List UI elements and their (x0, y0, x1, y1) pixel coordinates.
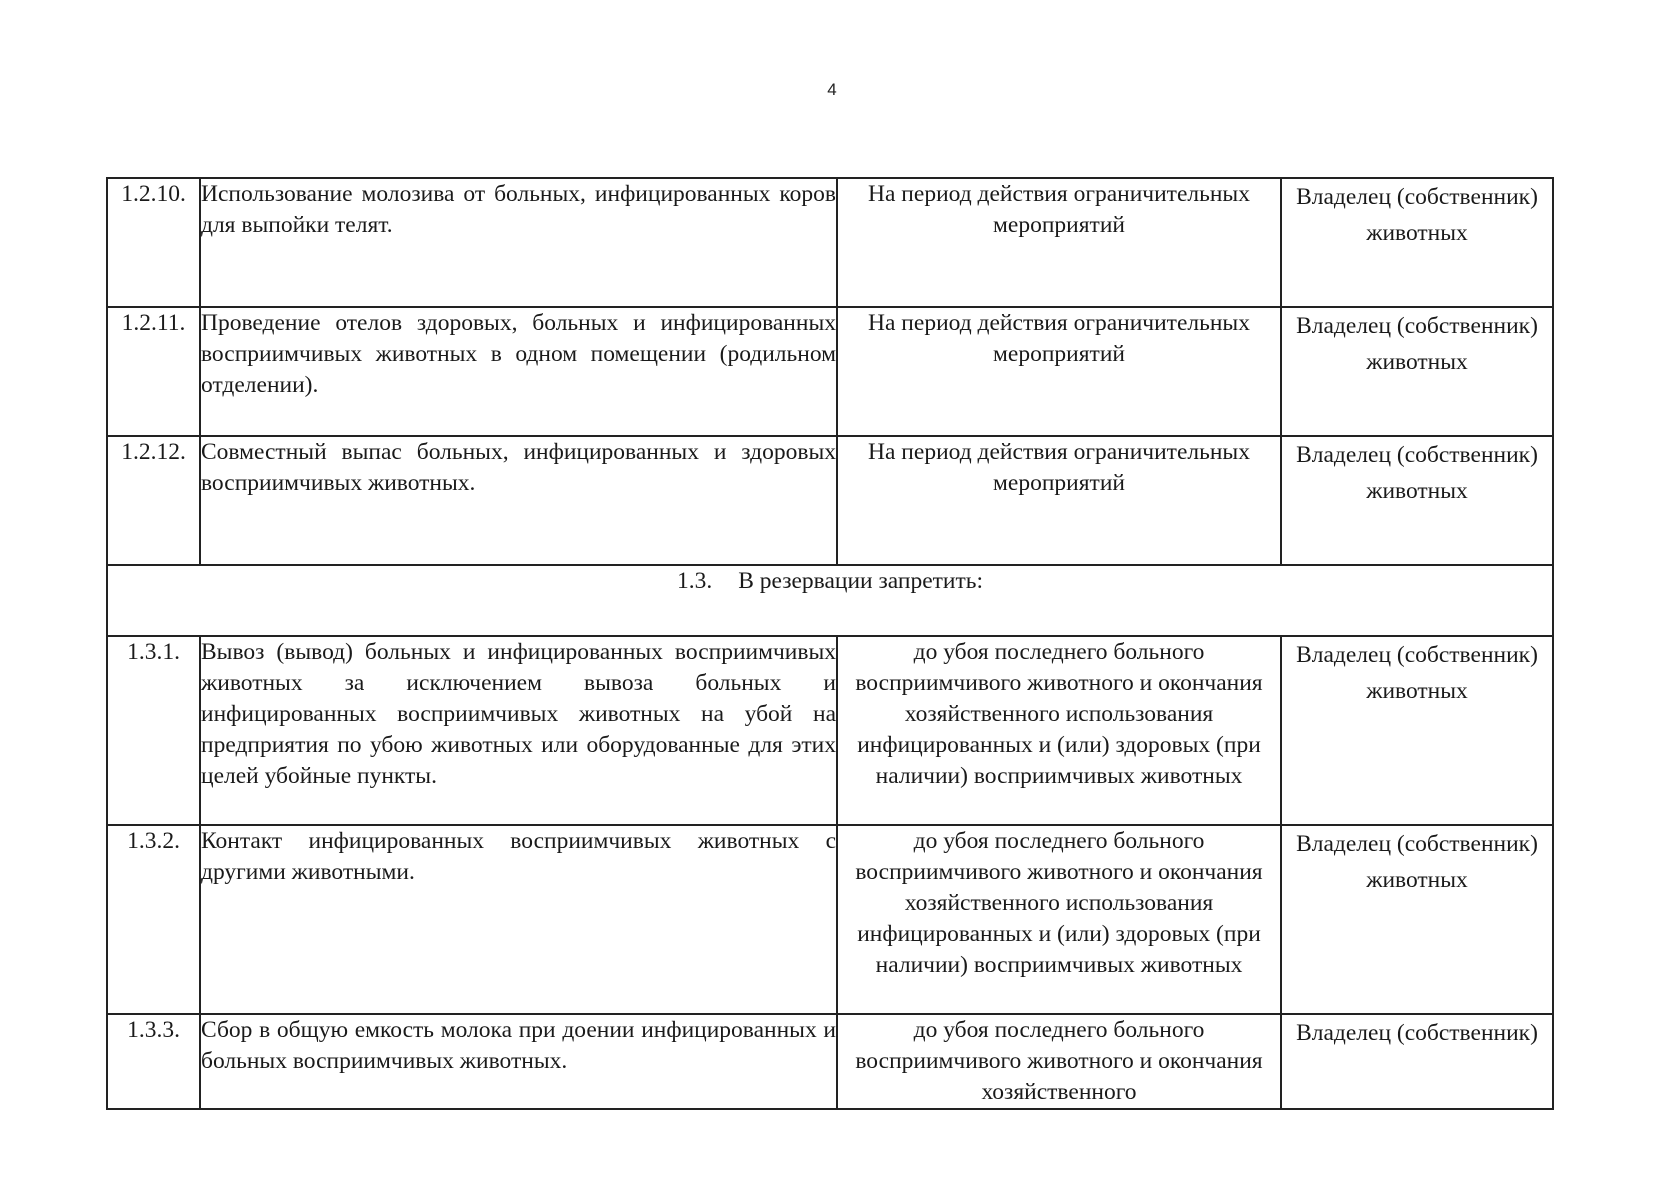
measures-table (106, 177, 1554, 1110)
row-number: 1.2.11. (107, 307, 200, 436)
table-row (107, 436, 1553, 565)
row-responsible: Владелец (собственник) животных (1281, 636, 1553, 825)
row-responsible: Владелец (собственник) животных (1281, 436, 1553, 565)
row-responsible: Владелец (собственник) (1281, 1014, 1553, 1109)
row-period: На период действия ограничительных мероприятий (837, 307, 1281, 436)
row-description: Вывоз (вывод) больных и инфицированных восприимчивых животных за исключением вывоза больных и инфицированных восприимчивых животных на убой на предприятия по убою животных или оборудованные для этих целей убойные пункты. (200, 636, 837, 825)
page-number: 4 (827, 80, 837, 99)
section-title: В резервации запретить: (738, 568, 984, 594)
row-number: 1.2.12. (107, 436, 200, 565)
row-responsible: Владелец (собственник) животных (1281, 825, 1553, 1014)
section-number: 1.3. (676, 568, 713, 594)
row-description: Использование молозива от больных, инфицированных коров для выпойки телят. (200, 178, 837, 307)
row-description: Сбор в общую емкость молока при доении инфицированных и больных восприимчивых животных. (200, 1014, 837, 1109)
row-period: до убоя последнего больного восприимчивого животного и окончания хозяйственного использования инфицированных и (или) здоровых (при наличии) восприимчивых животных (837, 825, 1281, 1014)
row-responsible: Владелец (собственник) животных (1281, 178, 1553, 307)
row-number: 1.3.3. (107, 1014, 200, 1109)
row-number: 1.3.2. (107, 825, 200, 1014)
section-row (107, 565, 1553, 636)
row-period: На период действия ограничительных мероприятий (837, 436, 1281, 565)
row-responsible: Владелец (собственник) животных (1281, 307, 1553, 436)
row-period: до убоя последнего больного восприимчивого животного и окончания хозяйственного (837, 1014, 1281, 1109)
table-row (107, 636, 1553, 825)
table-row (107, 178, 1553, 307)
row-period: На период действия ограничительных мероприятий (837, 178, 1281, 307)
row-description: Совместный выпас больных, инфицированных и здоровых восприимчивых животных. (200, 436, 837, 565)
row-description: Проведение отелов здоровых, больных и инфицированных восприимчивых животных в одном помещении (родильном отделении). (200, 307, 837, 436)
row-description: Контакт инфицированных восприимчивых животных с другими животными. (200, 825, 837, 1014)
table-row (107, 825, 1553, 1014)
table-row (107, 307, 1553, 436)
section-heading (107, 565, 1553, 636)
table-row (107, 1014, 1553, 1109)
row-period: до убоя последнего больного восприимчивого животного и окончания хозяйственного использования инфицированных и (или) здоровых (при наличии) восприимчивых животных (837, 636, 1281, 825)
row-number: 1.3.1. (107, 636, 200, 825)
row-number: 1.2.10. (107, 178, 200, 307)
